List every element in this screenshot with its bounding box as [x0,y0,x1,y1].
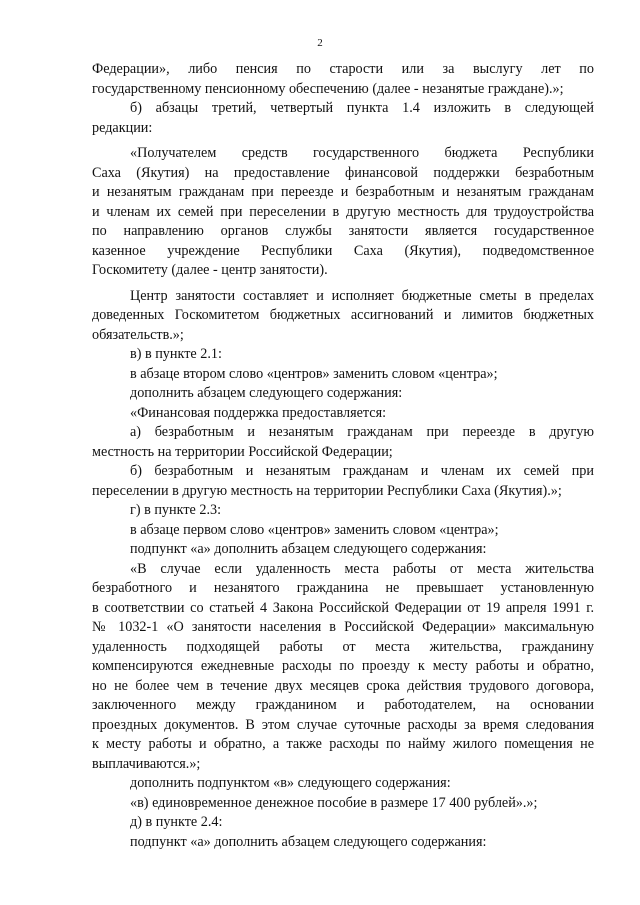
text-line: обязательств.»; [92,326,184,343]
text-line: № 1032-1 «О занятости населения в Российской Федерации» максимальную [92,619,594,635]
text-line: заключенного между гражданином и работодателем, на основании [92,697,594,713]
text-line: по направлению органов службы занятости является государственное [92,223,594,239]
text-line: в абзаце втором слово «центров» заменить словом «центра»; [130,365,498,382]
text-line: б) абзацы третий, четвертый пункта 1.4 изложить в следующей [130,100,594,116]
text-line: г) в пункте 2.3: [130,502,222,518]
text-line: но не более чем в течение двух месяцев срока действия трудового договора, [92,677,594,694]
text-line: выплачиваются.»; [92,755,201,772]
text-line: в абзаце первом слово «центров» заменить словом «центра»; [130,521,499,538]
text-line: б) безработным и незанятым гражданам и членам их семей при [130,463,594,479]
text-line: государственному пенсионному обеспечению (далее - незанятые граждане).»; [92,80,564,97]
text-line: д) в пункте 2.4: [130,814,223,830]
text-line: Саха (Якутия) на предоставление финансовой поддержки безработным [92,164,594,181]
text-line: казенное учреждение Республики Саха (Якутия), подведомственное [92,242,594,259]
text-line: и членам их семей при переселении в другую местность для трудоустройства [92,203,594,220]
text-line: в) в пункте 2.1: [130,346,222,362]
text-line: а) безработным и незанятым гражданам при переезде в другую [130,424,594,440]
text-line: и незанятым гражданам при переезде и безработным и незанятым гражданам [92,184,594,200]
text-line: Госкомитету (далее - центр занятости). [92,262,328,278]
text-line: переселении в другую местность на территории Республики Саха (Якутия).»; [92,482,562,499]
text-line: «в) единовременное денежное пособие в размере 17 400 рублей».»; [130,794,538,811]
text-line: дополнить абзацем следующего содержания: [130,385,403,401]
text-line: «Финансовая поддержка предоставляется: [130,404,387,421]
text-line: местность на территории Российской Федерации; [92,443,393,460]
text-line: дополнить подпунктом «в» следующего содержания: [130,775,451,791]
text-line: подпункт «а» дополнить абзацем следующего содержания: [130,541,487,557]
text-line: «Получателем средств государственного бюджета Республики [130,145,594,161]
text-line: удаленность подходящей работы от места жительства, гражданину [92,638,594,655]
text-line: «В случае если удаленность места работы от места жительства [130,560,594,577]
text-line: в соответствии со статьей 4 Закона Российской Федерации от 19 апреля 1991 г. [92,599,594,616]
document-body [92,60,594,852]
page-number: 2 [317,37,323,49]
text-line: безработного и незанятого гражданина не превышает установленную [92,580,594,596]
text-line: компенсируются ежедневные расходы по проезду к месту работы и обратно, [92,658,594,674]
text-line: Центр занятости составляет и исполняет бюджетные сметы в пределах [130,287,594,304]
text-line: Федерации», либо пенсия по старости или за выслугу лет по [92,61,594,77]
text-line: подпункт «а» дополнить абзацем следующего содержания: [130,833,487,850]
text-line: к месту работы и обратно, а также расходы по найму жилого помещения не [92,736,594,752]
text-line: проездных документов. В этом случае суточные расходы за время следования [92,716,594,733]
text-line: доведенных Госкомитетом бюджетных ассигнований и лимитов бюджетных [92,307,594,323]
text-line: редакции: [92,119,153,136]
